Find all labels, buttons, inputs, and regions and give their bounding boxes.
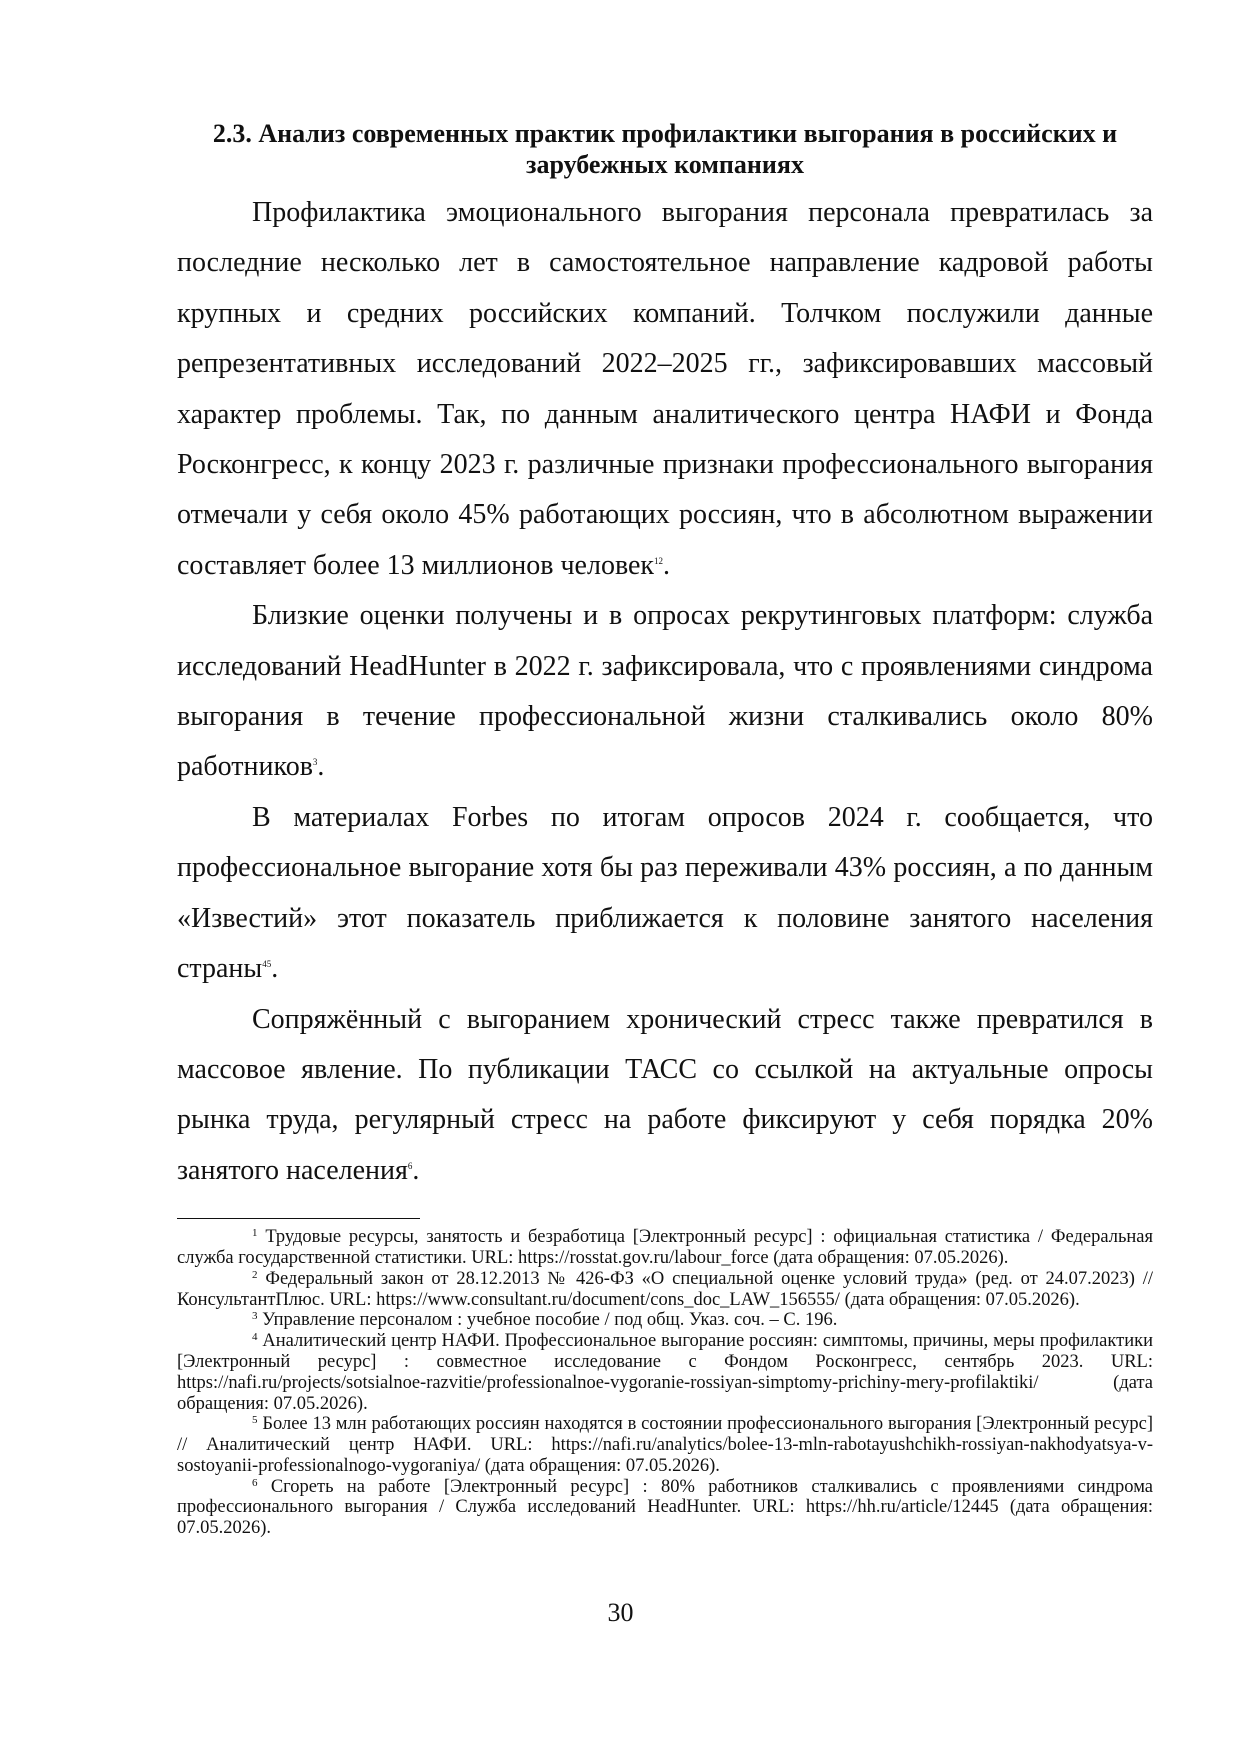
footnote-text: Трудовые ресурсы, занятость и безработица [Электронный ресурс] : официальная статистика / Федеральная служба государственной статистики. URL: https://rosstat.gov.ru/labour_force (дата обращения: 07.05.2026).	[177, 1227, 1153, 1268]
footnote-number: 6	[252, 1476, 258, 1489]
footnote-6	[177, 1477, 1153, 1539]
footnote-5	[177, 1414, 1153, 1476]
footnote-1	[177, 1227, 1153, 1269]
body-paragraph-3	[177, 793, 1153, 995]
paragraph-end: .	[663, 549, 671, 581]
footnote-ref[interactable]: 12	[654, 555, 664, 566]
footnote-number: 4	[252, 1331, 258, 1344]
paragraph-text: Близкие оценки получены и в опросах рекрутинговых платформ: служба исследований HeadHunter в 2022 г. зафиксировала, что с проявлениями синдрома выгорания в течение профессиональной жизни сталкивались около 80% работников	[177, 600, 1153, 783]
body-paragraph-1	[177, 188, 1153, 591]
footnote-4	[177, 1331, 1153, 1414]
footnote-separator	[177, 1218, 420, 1219]
footnote-ref[interactable]: 6	[407, 1160, 413, 1171]
footnote-number: 3	[252, 1310, 258, 1323]
footnote-text: Федеральный закон от 28.12.2013 № 426-ФЗ «О специальной оценке условий труда» (ред. от 24.07.2023) // КонсультантПлюс. URL: https://www.consultant.ru/document/cons_doc_LAW_156555/ (дата обращения: 07.05.2026).	[177, 1268, 1154, 1310]
footnote-number: 2	[252, 1268, 258, 1281]
paragraph-end: .	[412, 1154, 420, 1186]
paragraph-text: В материалах Forbes по итогам опросов 2024 г. сообщается, что профессиональное выгорание хотя бы раз переживали 43% россиян, а по данным «Известий» этот показатель приближается к половине занятого населения страны	[177, 801, 1153, 985]
footnote-ref[interactable]: 3	[312, 757, 318, 768]
body-paragraph-4	[177, 995, 1153, 1197]
footnote-2	[177, 1269, 1153, 1311]
footnote-text: Более 13 млн работающих россиян находятся в состоянии профессионального выгорания [Электронный ресурс] // Аналитический центр НАФИ. URL: https://nafi.ru/analytics/bolee-13-mln-rabotayushchikh-rossiyan-nakhodyatsya-v-sostoyanii-professionalnogo-vygoraniya/ (дата обращения: 07.05.2026).	[177, 1414, 1154, 1476]
footnote-number: 1	[252, 1227, 258, 1240]
footnote-ref[interactable]: 45	[262, 959, 272, 970]
paragraph-end: .	[317, 751, 325, 783]
footnote-text: Управление персоналом : учебное пособие / под общ. Указ. соч. – С. 196.	[262, 1310, 838, 1331]
document-page	[177, 118, 1153, 1539]
paragraph-end: .	[271, 953, 279, 985]
paragraph-text: Сопряжённый с выгоранием хронический стресс также превратился в массовое явление. По публикации ТАСС со ссылкой на актуальные опросы рынка труда, регулярный стресс на работе фиксируют у себя порядка 20% занятого населения	[177, 1003, 1153, 1186]
body-paragraph-2	[177, 591, 1153, 793]
footnote-number: 5	[252, 1414, 258, 1427]
footnote-text: Аналитический центр НАФИ. Профессиональное выгорание россиян: симптомы, причины, меры профилактики [Электронный ресурс] : совместное исследование с Фондом Росконгресс, сентябрь 2023. URL: https://nafi.ru/projects/sotsialnoe-razvitie/professionalnoe-vygoranie-rossiyan-simptomy-prichiny-mery-profilaktiki/ (дата обращения: 07.05.2026).	[177, 1331, 1153, 1414]
paragraph-text: Профилактика эмоционального выгорания персонала превратилась за последние несколько лет в самостоятельное направление кадровой работы крупных и средних российских компаний. Толчком послужили данные репрезентативных исследований 2022–2025 гг., зафиксировавших массовый характер проблемы. Так, по данным аналитического центра НАФИ и Фонда Росконгресс, к концу 2023 г. различные признаки профессионального выгорания отмечали у себя около 45% работающих россиян, что в абсолютном выражении составляет более 13 миллионов человек	[177, 197, 1153, 581]
page-number: 30	[607, 1598, 634, 1627]
section-title: 2.3. Анализ современных практик профилактики выгорания в российских и зарубежных компаниях	[212, 119, 1118, 179]
footnote-text: Сгореть на работе [Электронный ресурс] : 80% работников сталкивались с проявлениями синдрома профессионального выгорания / Служба исследований HeadHunter. URL: https://hh.ru/article/12445 (дата обращения: 07.05.2026).	[177, 1476, 1153, 1539]
footnote-3	[177, 1310, 1153, 1331]
